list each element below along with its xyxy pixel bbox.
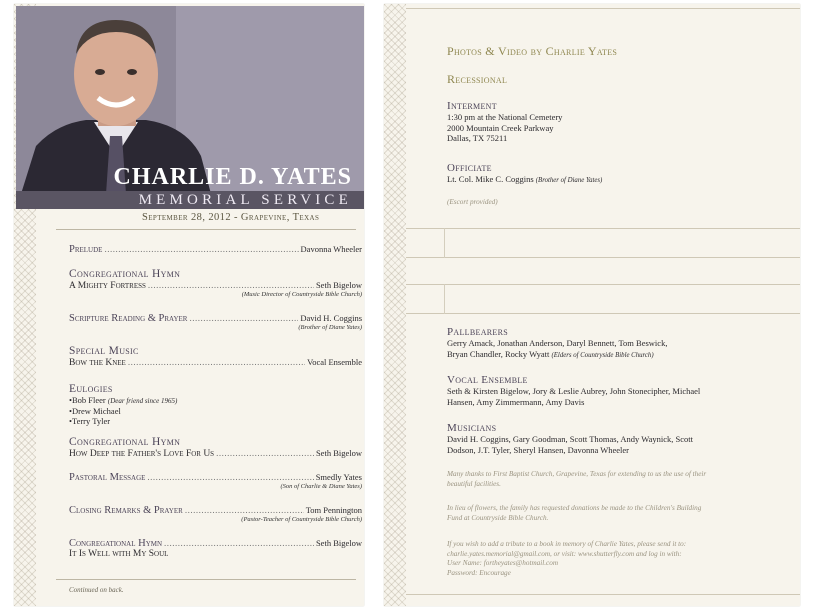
divider bbox=[444, 284, 445, 314]
eulogy-speaker: •Terry Tyler bbox=[69, 416, 111, 426]
program-person: Seth Bigelow bbox=[315, 448, 362, 458]
vocal-ensemble-section bbox=[447, 374, 792, 407]
photos-credit: Photos & Video by Charlie Yates bbox=[447, 44, 618, 58]
program-item-special-music bbox=[69, 345, 362, 368]
program-title: Pastoral Message bbox=[69, 472, 146, 483]
program-person: Smedly Yates bbox=[315, 472, 362, 482]
thanks-note: Many thanks to First Baptist Church, Grapevine, Texas for extending to us the use of their beautiful facilities. bbox=[447, 470, 707, 488]
program-item-hymn-2 bbox=[69, 436, 362, 459]
officiate-heading: Officiate bbox=[447, 162, 492, 174]
decorative-frame bbox=[406, 228, 800, 258]
hymn-name: A Mighty Fortress bbox=[69, 281, 146, 291]
program-title: Closing Remarks & Prayer bbox=[69, 505, 183, 516]
program-person: David H. Coggins bbox=[300, 313, 362, 323]
eulogy-speaker: •Drew Michael bbox=[69, 406, 121, 416]
interment-line: 2000 Mountain Creek Parkway bbox=[447, 122, 554, 133]
officiate-note: (Brother of Diane Yates) bbox=[535, 177, 603, 184]
deceased-name: CHARLIE D. YATES bbox=[113, 164, 352, 190]
musicians-line: Dodson, J.T. Tyler, Sheryl Hansen, Davonna Wheeler bbox=[447, 444, 630, 455]
interment-line: Dallas, TX 75211 bbox=[447, 133, 508, 143]
vocal-ensemble-line: Hansen, Amy Zimmermann, Amy Davis bbox=[447, 396, 585, 407]
pallbearers-heading: Pallbearers bbox=[447, 326, 508, 338]
program-item-scripture bbox=[69, 313, 362, 331]
eulogy-speaker: •Bob Fleer (Dear friend since 1965) bbox=[69, 395, 178, 405]
vocal-ensemble-heading: Vocal Ensemble bbox=[447, 374, 528, 386]
program-item-pastoral-message bbox=[69, 472, 362, 490]
program-title: Special Music bbox=[69, 345, 139, 357]
subtitle-band bbox=[16, 191, 364, 209]
program-title: Scripture Reading & Prayer bbox=[69, 313, 188, 324]
pallbearers-note: (Elders of Countryside Bible Church) bbox=[551, 351, 654, 359]
officiate-section bbox=[447, 162, 792, 187]
program-item-prelude bbox=[69, 244, 362, 255]
hymn-name: It Is Well with My Soul bbox=[69, 549, 169, 559]
musicians-section bbox=[447, 422, 792, 455]
pallbearers-line: Bryan Chandler, Rocky Wyatt bbox=[447, 348, 550, 359]
divider bbox=[56, 579, 356, 580]
decorative-frame bbox=[406, 284, 800, 314]
program-item-hymn-1 bbox=[69, 268, 362, 298]
program-note: (Pastor-Teacher of Countryside Bible Church) bbox=[241, 516, 362, 523]
program-title: Eulogies bbox=[69, 383, 113, 395]
interment-heading: Interment bbox=[447, 100, 497, 112]
service-title: MEMORIAL SERVICE bbox=[138, 192, 352, 208]
program-item-hymn-3 bbox=[69, 538, 362, 559]
divider bbox=[56, 229, 356, 230]
program-item-closing-remarks bbox=[69, 505, 362, 523]
service-date-location: September 28, 2012 - Grapevine, Texas bbox=[142, 212, 320, 223]
flowers-note: In lieu of flowers, the family has requested donations be made to the Children's Building Fund at Countryside Bible Church. bbox=[447, 504, 702, 522]
program-person: Seth Bigelow bbox=[315, 280, 362, 290]
program-item-eulogies bbox=[69, 383, 362, 426]
program-person: Vocal Ensemble bbox=[307, 357, 362, 367]
pallbearers-line: Gerry Amack, Jonathan Anderson, Daryl Bennett, Tom Beswick, bbox=[447, 338, 668, 348]
program-note: (Son of Charlie & Diane Yates) bbox=[280, 483, 362, 490]
decorative-border bbox=[384, 4, 406, 606]
program-back-page bbox=[384, 4, 800, 606]
program-person: Davonna Wheeler bbox=[300, 244, 362, 254]
program-person: Tom Pennington bbox=[305, 505, 362, 515]
officiate-name: Lt. Col. Mike C. Coggins bbox=[447, 174, 534, 184]
program-note: (Music Director of Countryside Bible Church) bbox=[241, 291, 362, 298]
program-front-page bbox=[14, 4, 364, 606]
program-title: Congregational Hymn bbox=[69, 538, 163, 549]
program-title: Congregational Hymn bbox=[69, 268, 181, 280]
tribute-note: If you wish to add a tribute to a book in memory of Charlie Yates, please send it to: charlie.yates.memorial@gmail.com, or visit: www.shutterfly.com and log in with: User Name: fortheyates@hotmail.com Password: Encourage bbox=[447, 540, 687, 577]
escort-note: (Escort provided) bbox=[447, 198, 498, 206]
divider bbox=[406, 8, 800, 9]
interment-section bbox=[447, 100, 792, 144]
hymn-name: How Deep the Father's Love For Us bbox=[69, 449, 215, 459]
musicians-heading: Musicians bbox=[447, 422, 497, 434]
vocal-ensemble-line: Seth & Kirsten Bigelow, Jory & Leslie Aubrey, John Stonecipher, Michael bbox=[447, 386, 701, 396]
program-title: Congregational Hymn bbox=[69, 436, 181, 448]
pallbearers-section bbox=[447, 326, 792, 361]
musicians-line: David H. Coggins, Gary Goodman, Scott Thomas, Andy Waynick, Scott bbox=[447, 434, 693, 444]
divider bbox=[406, 594, 800, 595]
program-note: (Brother of Diane Yates) bbox=[298, 324, 362, 331]
program-person: Seth Bigelow bbox=[315, 538, 362, 548]
song-name: Bow the Knee bbox=[69, 358, 126, 368]
recessional-heading: Recessional bbox=[447, 72, 508, 86]
interment-line: 1:30 pm at the National Cemetery bbox=[447, 112, 563, 122]
program-title: Prelude bbox=[69, 244, 103, 255]
divider bbox=[444, 228, 445, 258]
portrait-photo bbox=[16, 6, 364, 194]
continued-note: Continued on back. bbox=[69, 586, 124, 594]
